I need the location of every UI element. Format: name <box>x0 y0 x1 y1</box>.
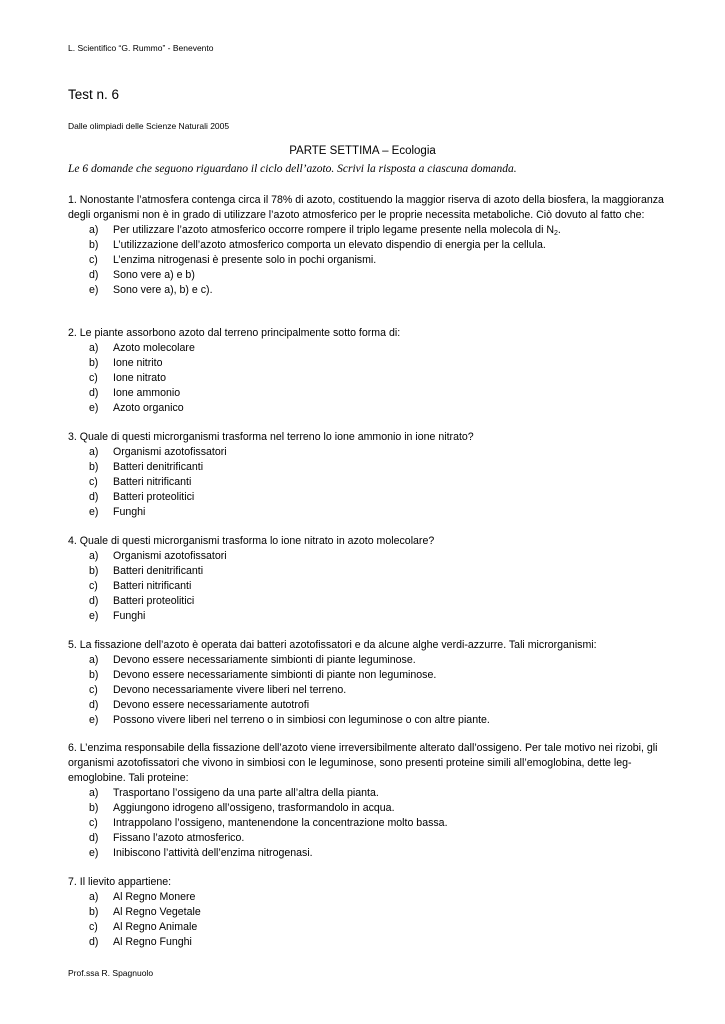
options-list <box>68 786 668 861</box>
option-e <box>68 609 668 624</box>
option-letter: b) <box>89 357 99 369</box>
option-text: Inibiscono l’attività dell’enzima nitrogenasi. <box>113 847 313 859</box>
option-letter: d) <box>89 595 99 607</box>
option-b <box>68 460 668 475</box>
option-text: Devono essere necessariamente simbionti di piante leguminose. <box>113 654 416 666</box>
option-text: Funghi <box>113 506 146 518</box>
question-text: 3. Quale di questi microrganismi trasforma nel terreno lo ione ammonio in ione nitrato? <box>68 431 474 443</box>
option-letter: d) <box>89 387 99 399</box>
option-letter: b) <box>89 802 99 814</box>
option-a <box>68 549 668 564</box>
question-5 <box>68 638 668 728</box>
option-letter: a) <box>89 224 99 236</box>
option-c <box>68 475 668 490</box>
option-e <box>68 846 668 861</box>
option-letter: a) <box>89 342 99 354</box>
option-text: Devono necessariamente vivere liberi nel terreno. <box>113 684 347 696</box>
option-text: Batteri proteolitici <box>113 595 195 607</box>
option-letter: d) <box>89 269 99 281</box>
option-a <box>68 786 668 801</box>
question-6 <box>68 741 668 861</box>
option-text: Sono vere a), b) e c). <box>113 284 213 296</box>
option-d <box>68 594 668 609</box>
option-e <box>68 401 668 416</box>
option-letter: b) <box>89 565 99 577</box>
option-b <box>68 905 668 920</box>
option-a <box>68 341 668 356</box>
option-b <box>68 668 668 683</box>
option-text: Batteri denitrificanti <box>113 565 204 577</box>
option-text: Batteri denitrificanti <box>113 461 204 473</box>
option-letter: e) <box>89 402 99 414</box>
option-letter: d) <box>89 491 99 503</box>
option-a <box>68 890 668 905</box>
option-a <box>68 445 668 460</box>
section-intro: Le 6 domande che seguono riguardano il ciclo dell’azoto. Scrivi la risposta a ciascuna domanda. <box>68 163 517 175</box>
option-text: Batteri nitrificanti <box>113 476 192 488</box>
option-letter: d) <box>89 699 99 711</box>
option-letter: c) <box>89 372 98 384</box>
option-letter: b) <box>89 461 99 473</box>
option-letter: c) <box>89 580 98 592</box>
option-text: Batteri nitrificanti <box>113 580 192 592</box>
option-e <box>68 713 668 728</box>
options-list <box>68 653 668 728</box>
option-text-end: . <box>557 224 561 236</box>
option-c <box>68 920 668 935</box>
question-7 <box>68 875 668 950</box>
question-1 <box>68 193 668 298</box>
question-text: 4. Quale di questi microrganismi trasforma lo ione nitrato in azoto molecolare? <box>68 535 435 547</box>
question-4 <box>68 534 668 624</box>
option-text: Azoto molecolare <box>113 342 195 354</box>
option-letter: e) <box>89 847 99 859</box>
option-text: Ione nitrato <box>113 372 167 384</box>
option-text: Organismi azotofissatori <box>113 446 227 458</box>
option-text: Fissano l’azoto atmosferico. <box>113 832 245 844</box>
option-letter: a) <box>89 550 99 562</box>
option-d <box>68 698 668 713</box>
option-letter: a) <box>89 787 99 799</box>
option-text: L’utilizzazione dell’azoto atmosferico comporta un elevato dispendio di energia per la cellula. <box>113 239 546 251</box>
option-text: Ione nitrito <box>113 357 163 369</box>
source-note: Dalle olimpiadi delle Scienze Naturali 2005 <box>68 121 230 131</box>
option-letter: e) <box>89 610 99 622</box>
option-b <box>68 564 668 579</box>
option-letter: d) <box>89 936 99 948</box>
option-letter: e) <box>89 506 99 518</box>
option-letter: c) <box>89 254 98 266</box>
question-text: 5. La fissazione dell’azoto è operata dai batteri azotofissatori e da alcune alghe verdi-azzurre. Tali microrganismi: <box>68 639 597 651</box>
option-text: Sono vere a) e b) <box>113 269 195 281</box>
test-title: Test n. 6 <box>68 87 120 102</box>
option-text: Al Regno Vegetale <box>113 906 201 918</box>
option-text: Devono essere necessariamente autotrofi <box>113 699 310 711</box>
option-text: Al Regno Animale <box>113 921 198 933</box>
option-c <box>68 253 668 268</box>
options-list <box>68 223 668 298</box>
option-d <box>68 268 668 283</box>
option-text: Devono essere necessariamente simbionti di piante non leguminose. <box>113 669 437 681</box>
option-text: Aggiungono idrogeno all’ossigeno, trasformandolo in acqua. <box>113 802 395 814</box>
options-list <box>68 341 668 416</box>
option-letter: a) <box>89 446 99 458</box>
question-2 <box>68 326 668 416</box>
option-text: Organismi azotofissatori <box>113 550 227 562</box>
option-letter: c) <box>89 921 98 933</box>
option-b <box>68 356 668 371</box>
option-e <box>68 505 668 520</box>
option-letter: a) <box>89 654 99 666</box>
option-letter: d) <box>89 832 99 844</box>
option-b <box>68 801 668 816</box>
question-3 <box>68 430 668 520</box>
option-letter: b) <box>89 906 99 918</box>
option-c <box>68 816 668 831</box>
option-text: Trasportano l’ossigeno da una parte all’altra della pianta. <box>113 787 379 799</box>
option-letter: e) <box>89 714 99 726</box>
option-d <box>68 831 668 846</box>
option-letter: c) <box>89 684 98 696</box>
option-text: L’enzima nitrogenasi è presente solo in pochi organismi. <box>113 254 377 266</box>
options-list <box>68 549 668 624</box>
option-text: Al Regno Funghi <box>113 936 192 948</box>
option-c <box>68 579 668 594</box>
option-letter: c) <box>89 817 98 829</box>
question-text: 1. Nonostante l’atmosfera contenga circa il 78% di azoto, costituendo la maggior riserva di azoto della biosfera, la maggioranza degli organismi non è in grado di utilizzare l’azoto atmosferico per le proprie necessita metaboliche. Ciò dovuto al fatto che: <box>68 194 664 221</box>
option-a <box>68 223 668 238</box>
option-text: Ione ammonio <box>113 387 181 399</box>
option-c <box>68 683 668 698</box>
option-a <box>68 653 668 668</box>
option-letter: a) <box>89 891 99 903</box>
option-text: Al Regno Monere <box>113 891 196 903</box>
options-list <box>68 445 668 520</box>
option-d <box>68 935 668 950</box>
options-list <box>68 890 668 950</box>
option-text: Intrappolano l’ossigeno, mantenendone la concentrazione molto bassa. <box>113 817 448 829</box>
option-c <box>68 371 668 386</box>
option-text: Per utilizzare l’azoto atmosferico occorre rompere il triplo legame presente nella molecola di N <box>113 224 555 236</box>
option-text: Azoto organico <box>113 402 184 414</box>
option-b <box>68 238 668 253</box>
option-d <box>68 490 668 505</box>
option-letter: b) <box>89 669 99 681</box>
option-letter: b) <box>89 239 99 251</box>
footer-author: Prof.ssa R. Spagnuolo <box>68 968 154 978</box>
option-text: Funghi <box>113 610 146 622</box>
option-text: Batteri proteolitici <box>113 491 195 503</box>
option-d <box>68 386 668 401</box>
question-text: 7. Il lievito appartiene: <box>68 876 172 888</box>
question-text: 6. L’enzima responsabile della fissazione dell’azoto viene irreversibilmente alterato dall’ossigeno. Per tale motivo nei rizobi, gli organismi azotofissatori che vivono in simbiosi con le leguminose, sono presenti proteine simili all’emoglobina, dette leg-emoglobine. Tali proteine: <box>68 742 658 784</box>
header-school: L. Scientifico “G. Rummo” - Benevento <box>68 43 214 53</box>
option-e <box>68 283 668 298</box>
option-subscript: 2 <box>554 230 558 237</box>
question-text: 2. Le piante assorbono azoto dal terreno principalmente sotto forma di: <box>68 327 401 339</box>
section-title: PARTE SETTIMA – Ecologia <box>289 145 436 157</box>
option-letter: c) <box>89 476 98 488</box>
option-text: Possono vivere liberi nel terreno o in simbiosi con leguminose o con altre piante. <box>113 714 490 726</box>
option-letter: e) <box>89 284 99 296</box>
